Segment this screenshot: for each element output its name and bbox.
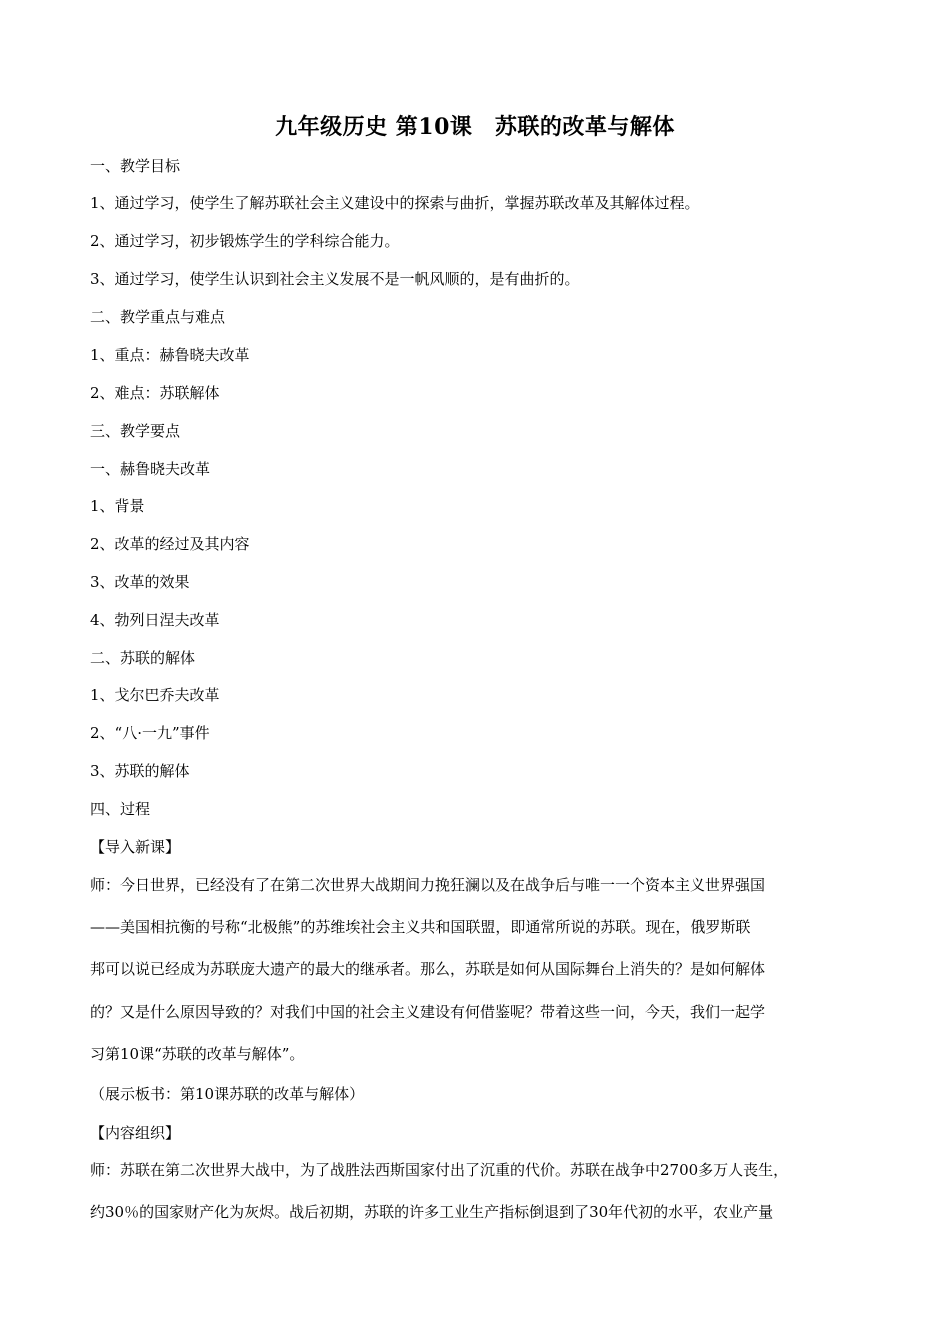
- subheading-introduction: 【导入新课】: [90, 838, 181, 856]
- section-heading-essentials: 三、教学要点: [90, 422, 181, 440]
- section-heading-key-points: 二、教学重点与难点: [90, 308, 226, 326]
- subheading-content: 【内容组织】: [90, 1124, 181, 1142]
- section-heading-process: 四、过程: [90, 800, 151, 818]
- paragraph-line: 约30％的国家财产化为灰烬。战后初期，苏联的许多工业生产指标倒退到了30年代初的水平，农业产量: [90, 1203, 774, 1221]
- document-title: 九年级历史 第10课 苏联的改革与解体: [275, 114, 675, 140]
- essential-heading-1: 一、赫鲁晓夫改革: [90, 460, 211, 478]
- essential-item: 1、背景: [90, 497, 145, 515]
- essential-heading-2: 二、苏联的解体: [90, 649, 196, 667]
- key-point-difficulty: 2、难点：苏联解体: [90, 384, 220, 402]
- section-heading-objectives: 一、教学目标: [90, 157, 181, 175]
- essential-item: 2、“八·一九”事件: [90, 724, 210, 742]
- objective-item-1: 1、通过学习，使学生了解苏联社会主义建设中的探索与曲折，掌握苏联改革及其解体过程。: [90, 194, 700, 212]
- paragraph-line: 师：苏联在第二次世界大战中，为了战胜法西斯国家付出了沉重的代价。苏联在战争中2700多万人丧生，: [90, 1161, 789, 1179]
- paragraph-line: 的？又是什么原因导致的？对我们中国的社会主义建设有何借鉴呢？带着这些一问，今天，我们一起学: [90, 1003, 766, 1021]
- paragraph-line: 习第10课“苏联的改革与解体”。: [90, 1045, 305, 1063]
- paragraph-line: 邦可以说已经成为苏联庞大遗产的最大的继承者。那么，苏联是如何从国际舞台上消失的？是如何解体: [90, 960, 766, 978]
- key-point-focus: 1、重点：赫鲁晓夫改革: [90, 346, 250, 364]
- objective-item-2: 2、通过学习，初步锻炼学生的学科综合能力。: [90, 232, 400, 250]
- objective-item-3: 3、通过学习，使学生认识到社会主义发展不是一帆风顺的，是有曲折的。: [90, 270, 580, 288]
- essential-item: 4、勃列日涅夫改革: [90, 611, 220, 629]
- board-note: （展示板书：第10课苏联的改革与解体）: [90, 1085, 365, 1103]
- essential-item: 2、改革的经过及其内容: [90, 535, 250, 553]
- essential-item: 3、苏联的解体: [90, 762, 190, 780]
- paragraph-line: ——美国相抗衡的号称“北极熊”的苏维埃社会主义共和国联盟，即通常所说的苏联。现在，俄罗斯联: [90, 918, 751, 936]
- essential-item: 3、改革的效果: [90, 573, 190, 591]
- paragraph-line: 师：今日世界，已经没有了在第二次世界大战期间力挽狂澜以及在战争后与唯一一个资本主义世界强国: [90, 876, 766, 894]
- essential-item: 1、戈尔巴乔夫改革: [90, 686, 220, 704]
